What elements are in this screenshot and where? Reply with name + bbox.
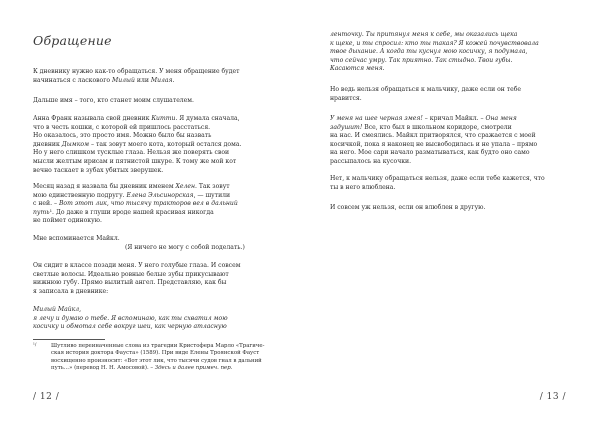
text-line: Но ведь нельзя обращаться к мальчику, даже если он тебе — [330, 86, 521, 93]
footnote-line: ¹/ Шутливо переиначенные слова из трагедии Кристофера Марло «Трагиче- — [33, 343, 265, 349]
right-paragraph — [330, 86, 566, 103]
text-line: Дальше имя – того, кто станет моим слушателем. — [33, 97, 194, 104]
text-line: Он сидит в классе позади меня. У него голубые глаза. И совсем — [33, 262, 241, 269]
text-line: что в честь кошки, с которой ей пришлось расстаться. — [33, 123, 211, 131]
footnote-line: ская история доктора Фауста» (1589). При виде Елены Троянской Фауст — [51, 350, 260, 357]
page-number-left: / 12 / — [33, 392, 60, 402]
text-line: Нет, к мальчику обращаться нельзя, даже если тебе кажется, что — [330, 175, 545, 182]
text-line: К дневнику нужно как-то обращаться. У меня обращение будет — [33, 68, 240, 75]
left-paragraph — [33, 97, 269, 106]
left-paragraph — [33, 235, 269, 252]
right-paragraph — [330, 204, 566, 213]
text-line: нравится. — [330, 94, 362, 102]
text-line: я записала в дневнике: — [33, 287, 109, 295]
text-line: что сейчас умру. Так приятно. Так стыдно. Твои губы. — [330, 56, 513, 64]
text-line: путь¹. До даже в глуши вроде нашей красивая никогда — [33, 208, 214, 216]
text-line: Но у него слишком тусклые глаза. Нельзя же поверять свои — [33, 149, 230, 157]
left-paragraph — [33, 183, 269, 226]
text-line: рассыпалось на кусочки. — [330, 157, 412, 165]
text-line: к щеке, и ты спросил: кто ты такая? Я кожей почувствовала — [330, 39, 539, 47]
left-paragraph — [33, 68, 269, 85]
text-line: И совсем уж нельзя, если он влюблен в другую. — [330, 204, 486, 211]
text-line: не поймет одинокую. — [33, 217, 102, 225]
text-line: Но оказалось, это просто имя. Можно было бы назвать — [33, 132, 212, 140]
right-paragraph — [330, 115, 566, 167]
text-line: задушит! Все, кто был в школьном коридоре, смотрели — [330, 123, 512, 131]
left-paragraph — [33, 306, 269, 332]
text-line: нижнюю губу. Прямо вылитый ангел. Представляю, как бы — [33, 279, 227, 287]
text-line: на него. Мое сари начало разматываться, как будто оно само — [330, 149, 530, 157]
page-number-right: / 13 / — [539, 392, 566, 402]
footnote-line: восхищенно произносит: «Вот этот лик, что тысячи судов гнал в дальний — [51, 357, 262, 364]
text-line: светлые волосы. Идеально ровные белые зубы прикусывают — [33, 270, 229, 278]
text-line: (Я ничего не могу с собой поделать.) — [125, 243, 245, 251]
text-line: ты в него влюблена. — [330, 183, 396, 191]
text-line: вечно таскает в зубах убитых зверушек. — [33, 166, 164, 174]
text-line: Милый Майкл, — [33, 306, 82, 313]
text-line: Мне вспоминается Майкл. — [33, 235, 120, 242]
text-line: косичку и обмотал себе вокруг шеи, как черную атласную — [33, 323, 227, 331]
footnote-number: ¹/ — [33, 343, 37, 348]
text-line: с ней. – Вот этот лик, что тысячу тракторов вел в дальний — [33, 200, 238, 208]
footnote-divider — [33, 339, 105, 340]
text-line: мою единственную подругу. Елена Эльсинорская, — шутили — [33, 191, 231, 199]
text-line: У меня на шее черная змея! – кричал Майкл. – Она меня — [330, 115, 517, 122]
text-line: Анна Франк называла свой дневник Китти. Я думала сначала, — [33, 115, 240, 122]
right-page — [300, 0, 600, 424]
left-paragraph — [33, 115, 269, 175]
text-line: твое дыхание. А когда ты куснул мою косичку, я подумала, — [330, 48, 528, 56]
text-line: косичкой, пока я наконец не высвободилась и не упала – прямо — [330, 140, 538, 148]
text-line: я лечу и думаю о тебе. Я вспоминаю, как ты схватил мою — [33, 314, 228, 322]
text-line: на нас. И смеялись. Майкл притворялся, что сражается с моей — [330, 132, 536, 140]
footnote-line: путь…» (перевод Н. Н. Амосовой). – Здесь и далее примеч. пер. — [51, 365, 233, 372]
text-line: Касаются меня. — [330, 65, 385, 73]
left-paragraph — [33, 262, 269, 296]
text-line: мысли желтым ирисам и пятнистой шкуре. К тому же мой кот — [33, 157, 237, 165]
text-line: начинаться с ласкового Милый или Милая. — [33, 76, 175, 84]
text-line: Месяц назад я назвала бы дневник именем Хелен. Так зовут — [33, 183, 230, 190]
chapter-title: Обращение — [33, 33, 112, 48]
footnote — [33, 342, 273, 373]
text-line: дневник Дымком – так зовут моего кота, который остался дома. — [33, 140, 242, 148]
text-line: ленточку. Ты притянул меня к себе, мы оказались щека — [330, 31, 518, 38]
right-paragraph — [330, 31, 566, 74]
right-paragraph — [330, 175, 566, 192]
